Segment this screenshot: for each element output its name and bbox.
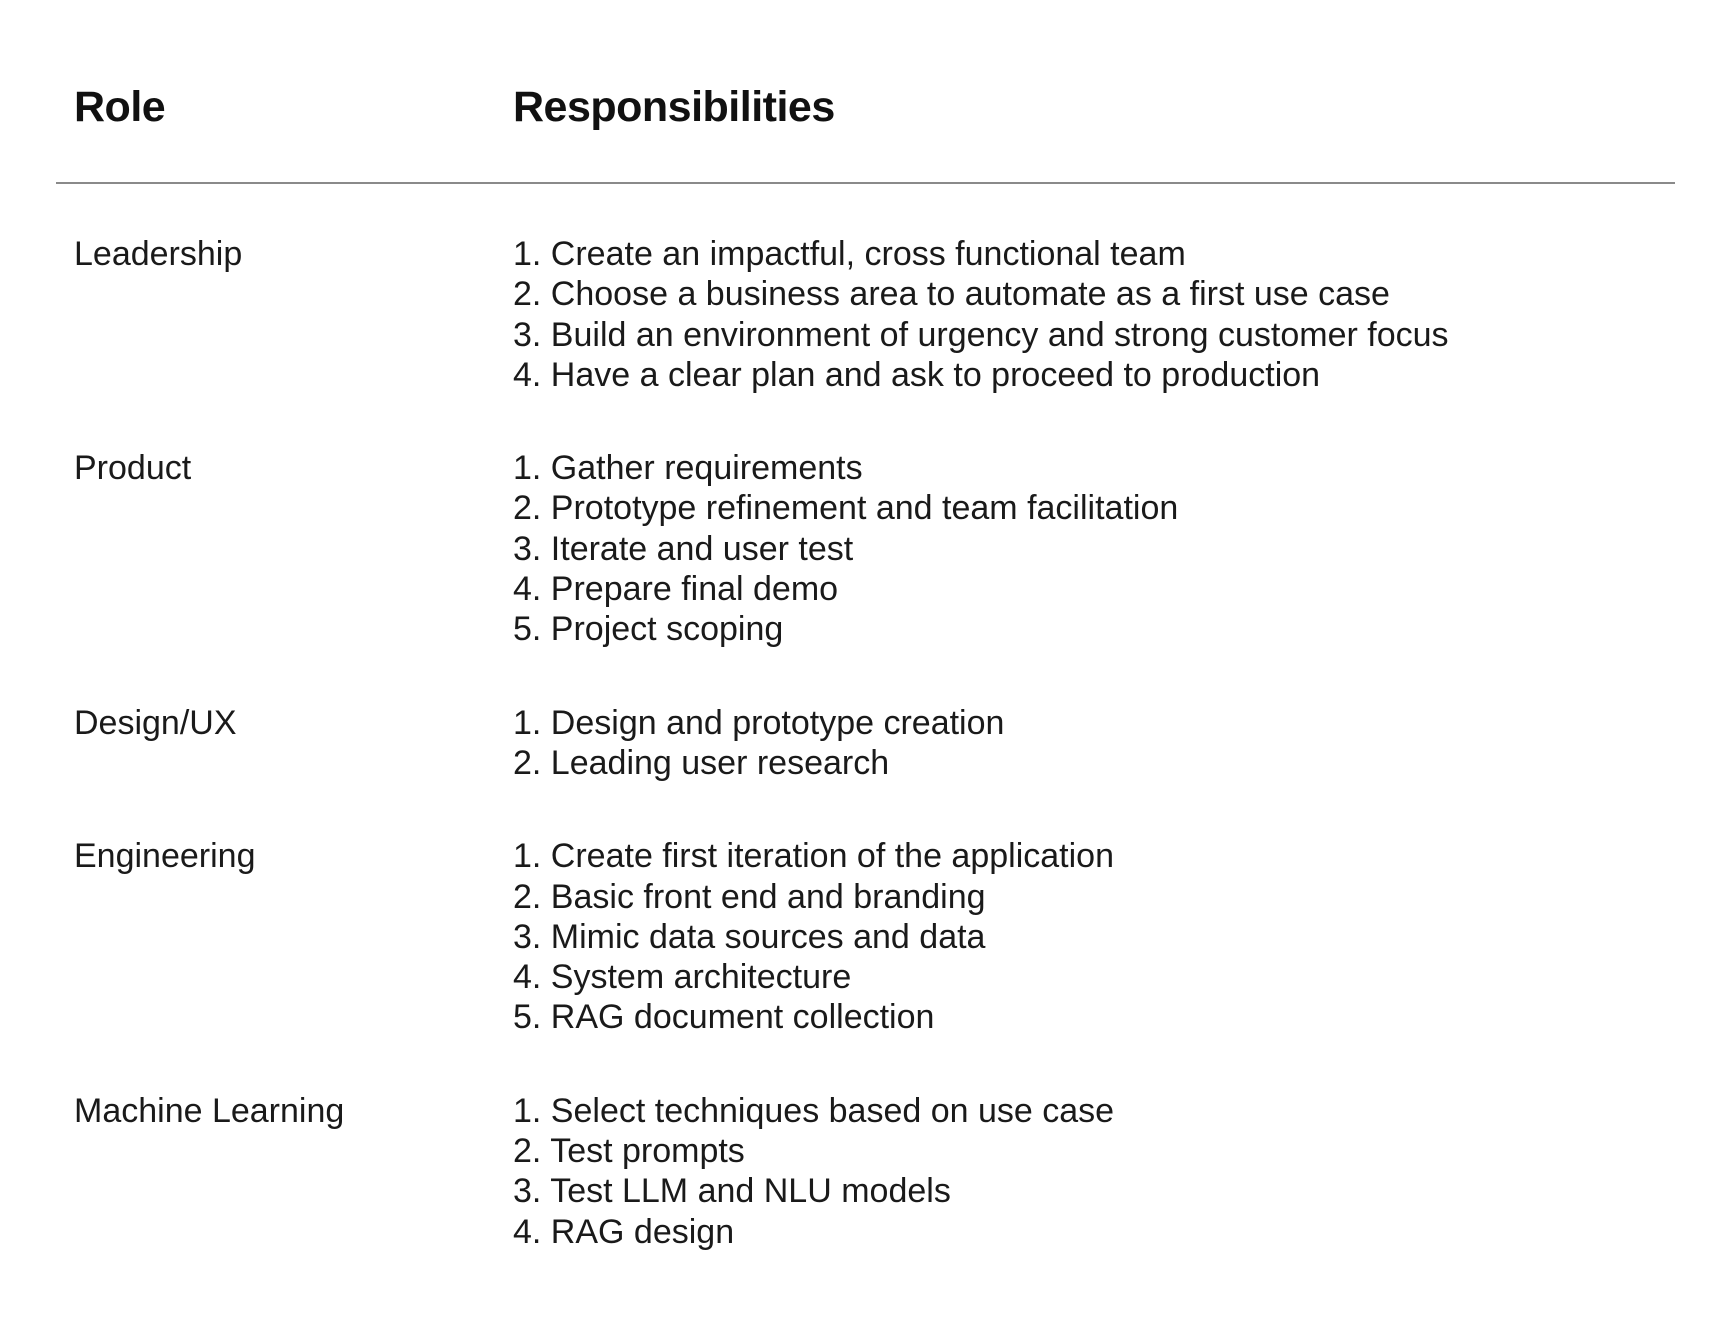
responsibility-item: 1. Create first iteration of the application: [513, 837, 1114, 876]
responsibility-item: 4. Have a clear plan and ask to proceed to production: [513, 355, 1321, 394]
responsibility-list: [513, 703, 1722, 784]
table-row-engineering: [0, 836, 1722, 1037]
responsibility-item: 3. Build an environment of urgency and strong customer focus: [513, 315, 1449, 354]
role-label: Engineering: [74, 837, 256, 876]
role-label: Leadership: [74, 235, 243, 273]
responsibility-item: 2. Prototype refinement and team facilitation: [513, 489, 1179, 528]
header-divider: [56, 182, 1675, 184]
responsibility-item: 5. RAG document collection: [513, 998, 935, 1037]
responsibility-item: 4. RAG design: [513, 1212, 735, 1251]
responsibility-item: 5. Project scoping: [513, 610, 784, 649]
role-column-header: Role: [74, 83, 166, 131]
responsibility-item: 3. Iterate and user test: [513, 529, 854, 568]
role-label: Product: [74, 449, 192, 488]
responsibility-list: [513, 448, 1722, 649]
responsibility-item: 1. Gather requirements: [513, 449, 863, 488]
responsibility-item: 1. Select techniques based on use case: [513, 1091, 1115, 1130]
role-label: Design/UX: [74, 703, 237, 742]
responsibility-item: 4. Prepare final demo: [513, 570, 839, 609]
responsibility-item: 1. Design and prototype creation: [513, 703, 1005, 742]
responsibilities-column-header: Responsibilities: [513, 83, 835, 131]
responsibility-list: [513, 234, 1722, 395]
table-row-leadership: [0, 234, 1722, 395]
responsibility-item: 2. Test prompts: [513, 1132, 745, 1171]
table-row-design-ux: [0, 703, 1722, 784]
responsibility-item: 3. Mimic data sources and data: [513, 917, 986, 956]
table-row-machine-learning: [0, 1091, 1722, 1252]
responsibility-list: [513, 1091, 1722, 1252]
responsibility-item: 4. System architecture: [513, 958, 852, 997]
role-label: Machine Learning: [74, 1091, 345, 1130]
responsibility-item: 3. Test LLM and NLU models: [513, 1172, 951, 1211]
responsibility-item: 2. Leading user research: [513, 743, 890, 782]
responsibility-item: 2. Basic front end and branding: [513, 877, 986, 916]
table-row-product: [0, 448, 1722, 649]
table-header: [0, 0, 1722, 184]
responsibility-list: [513, 836, 1722, 1037]
responsibility-item: 1. Create an impactful, cross functional team: [513, 235, 1186, 273]
responsibility-item: 2. Choose a business area to automate as a first use case: [513, 275, 1390, 314]
table-body: [0, 234, 1722, 1305]
